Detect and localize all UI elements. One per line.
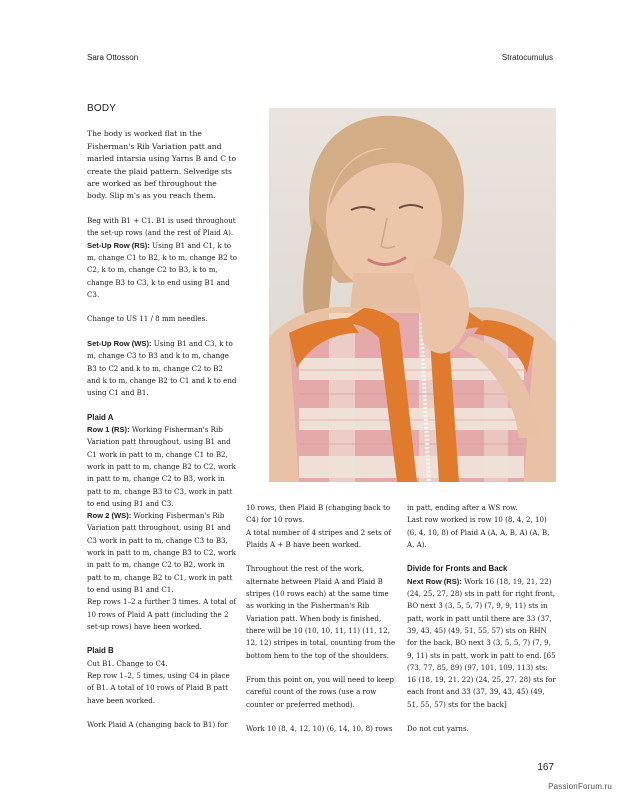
plaid-a-title: Plaid A	[87, 412, 114, 422]
change-needles-paragraph: Change to US 11 / 8 mm needles.	[87, 314, 208, 324]
setup-ws-text: Using B1 and C3, k to m, change C3 to B3 and k to m, change B3 to C2 and k to m, change C2 to B2 and k to m, change B2 to C1 and k to end using C1 and B1.	[87, 339, 237, 398]
col2-p4: From this point on, you will need to keep careful count of the rows (use a row counter or preferred method).	[246, 675, 394, 709]
header-author: Sara Ottosson	[87, 53, 139, 62]
do-not-cut: Do not cut yarns.	[407, 724, 469, 734]
row1-label: Row 1 (RS):	[87, 425, 130, 435]
repeat-paragraph: Rep rows 1–2 a further 3 times. A total of 10 rows of Plaid A patt (including the 2 set-up rows) have been worked.	[87, 597, 237, 631]
next-row-text: Work 16 (18, 19, 21, 22) (24, 25, 27, 28) sts in patt for right front, BO next 3 (3, 5, 5, 7) (7, 9, 9, 11) sts in patt, work in patt until there are 33 (37, 39, 43, 45) (49, 51, 55, 57) sts on RHN for the back, BO next 3 (3, 5, 5, 7) (7, 9, 9, 11) sts in patt, work in patt to end. [65 (73, 77, 85, 89) (97, 101, 109, 113) sts: 16 (18, 19, 21, 22) (24, 25, 27, 28) sts for each front and 33 (37, 39, 43, 45) (49, 51, 55, 57) sts for the back]	[407, 576, 556, 709]
col2-p2: A total number of 4 stripes and 2 sets of Plaids A + B have been worked.	[246, 527, 391, 549]
column-3	[407, 502, 557, 736]
plaid-a-block	[87, 412, 237, 510]
rep-b-text: Rep row 1–2, 5 times, using C4 in place of B1. A total of 10 rows of Plaid B patt have been worked.	[87, 671, 230, 705]
col2-p3: Throughout the rest of the work, alternate between Plaid A and Plaid B stripes (10 rows each) at the same time as working in the Fisherman's Rib Variation patt. When body is finished, there will be 10 (10, 10, 11, 11) (11, 12, 12, 12) stripes in total, counting from the bottom hem to the top of the shoulders.	[246, 564, 396, 660]
page-number: 167	[537, 762, 554, 773]
next-row-label: Next Row (RS):	[407, 576, 462, 586]
setup-rs-text: Using B1 and C1, k to m, change C1 to B2, k to m, change B2 to C2, k to m, change C2 to B3, k to m, change B3 to C3, k to end using B1 and C3.	[87, 240, 237, 299]
column-2	[246, 502, 396, 736]
row2-text: Working Fisherman's Rib Variation patt throughout, using B1 and C3 work in patt to m, change C3 to B3, work in patt to m, change B3 to C2, work in patt to m, change C2 to B2, work in patt to m, change B2 to C1, work in patt to end using B1 and C1.	[87, 511, 236, 594]
cut-text: Cut B1. Change to C4.	[87, 658, 168, 668]
setup-rs-label: Set-Up Row (RS):	[87, 240, 150, 250]
plaid-b-block	[87, 645, 237, 706]
section-title: BODY	[87, 103, 117, 114]
setup-ws-label: Set-Up Row (WS):	[87, 339, 152, 348]
col2-p5: Work 10 (8, 4, 12, 10) (6, 14, 10, 8) rows	[246, 724, 393, 734]
work-a-paragraph: Work Plaid A (changing back to B1) for	[87, 720, 228, 730]
header-pattern-name: Stratocumulus	[501, 53, 553, 62]
setup-ws-paragraph	[87, 338, 237, 399]
col3-p1: in patt, ending after a WS row.	[407, 503, 518, 512]
divide-block	[407, 563, 557, 711]
row2-label: Row 2 (WS):	[87, 511, 132, 521]
column-1	[87, 103, 237, 732]
row1-text: Working Fisherman's Rib Variation patt throughout, using B1 and C1 work in patt to m, change C1 to B2, work in patt to m, change B2 to C2, work in patt to m, change C2 to B3, work in patt to m, change B3 to C3, work in patt to end using B1 and C3.	[87, 425, 236, 508]
model-photo	[269, 108, 556, 482]
divide-title: Divide for Fronts and Back	[407, 564, 508, 574]
model-illustration	[269, 108, 556, 482]
setup-rs-paragraph	[87, 240, 237, 301]
plaid-b-title: Plaid B	[87, 646, 114, 656]
beg-paragraph: Beg with B1 + C1. B1 is used throughout the set-up rows (and the rest of Plaid A).	[87, 216, 236, 238]
row2-paragraph	[87, 510, 237, 596]
col2-p1: 10 rows, then Plaid B (changing back to C4) for 10 rows.	[246, 503, 391, 525]
intro-paragraph: The body is worked flat in the Fisherman's Rib Variation patt and marled intarsia using Yarns B and C to create the plaid pattern. Selvedge sts are worked as bef throughout the body. Slip m's as you reach them.	[87, 129, 237, 201]
col3-p2: Last row worked is row 10 (8, 4, 2, 10) (6, 4, 10, 8) of Plaid A (A, A, B, A) (A, B, A, A).	[407, 515, 550, 549]
watermark: PassionForum.ru	[548, 782, 612, 791]
